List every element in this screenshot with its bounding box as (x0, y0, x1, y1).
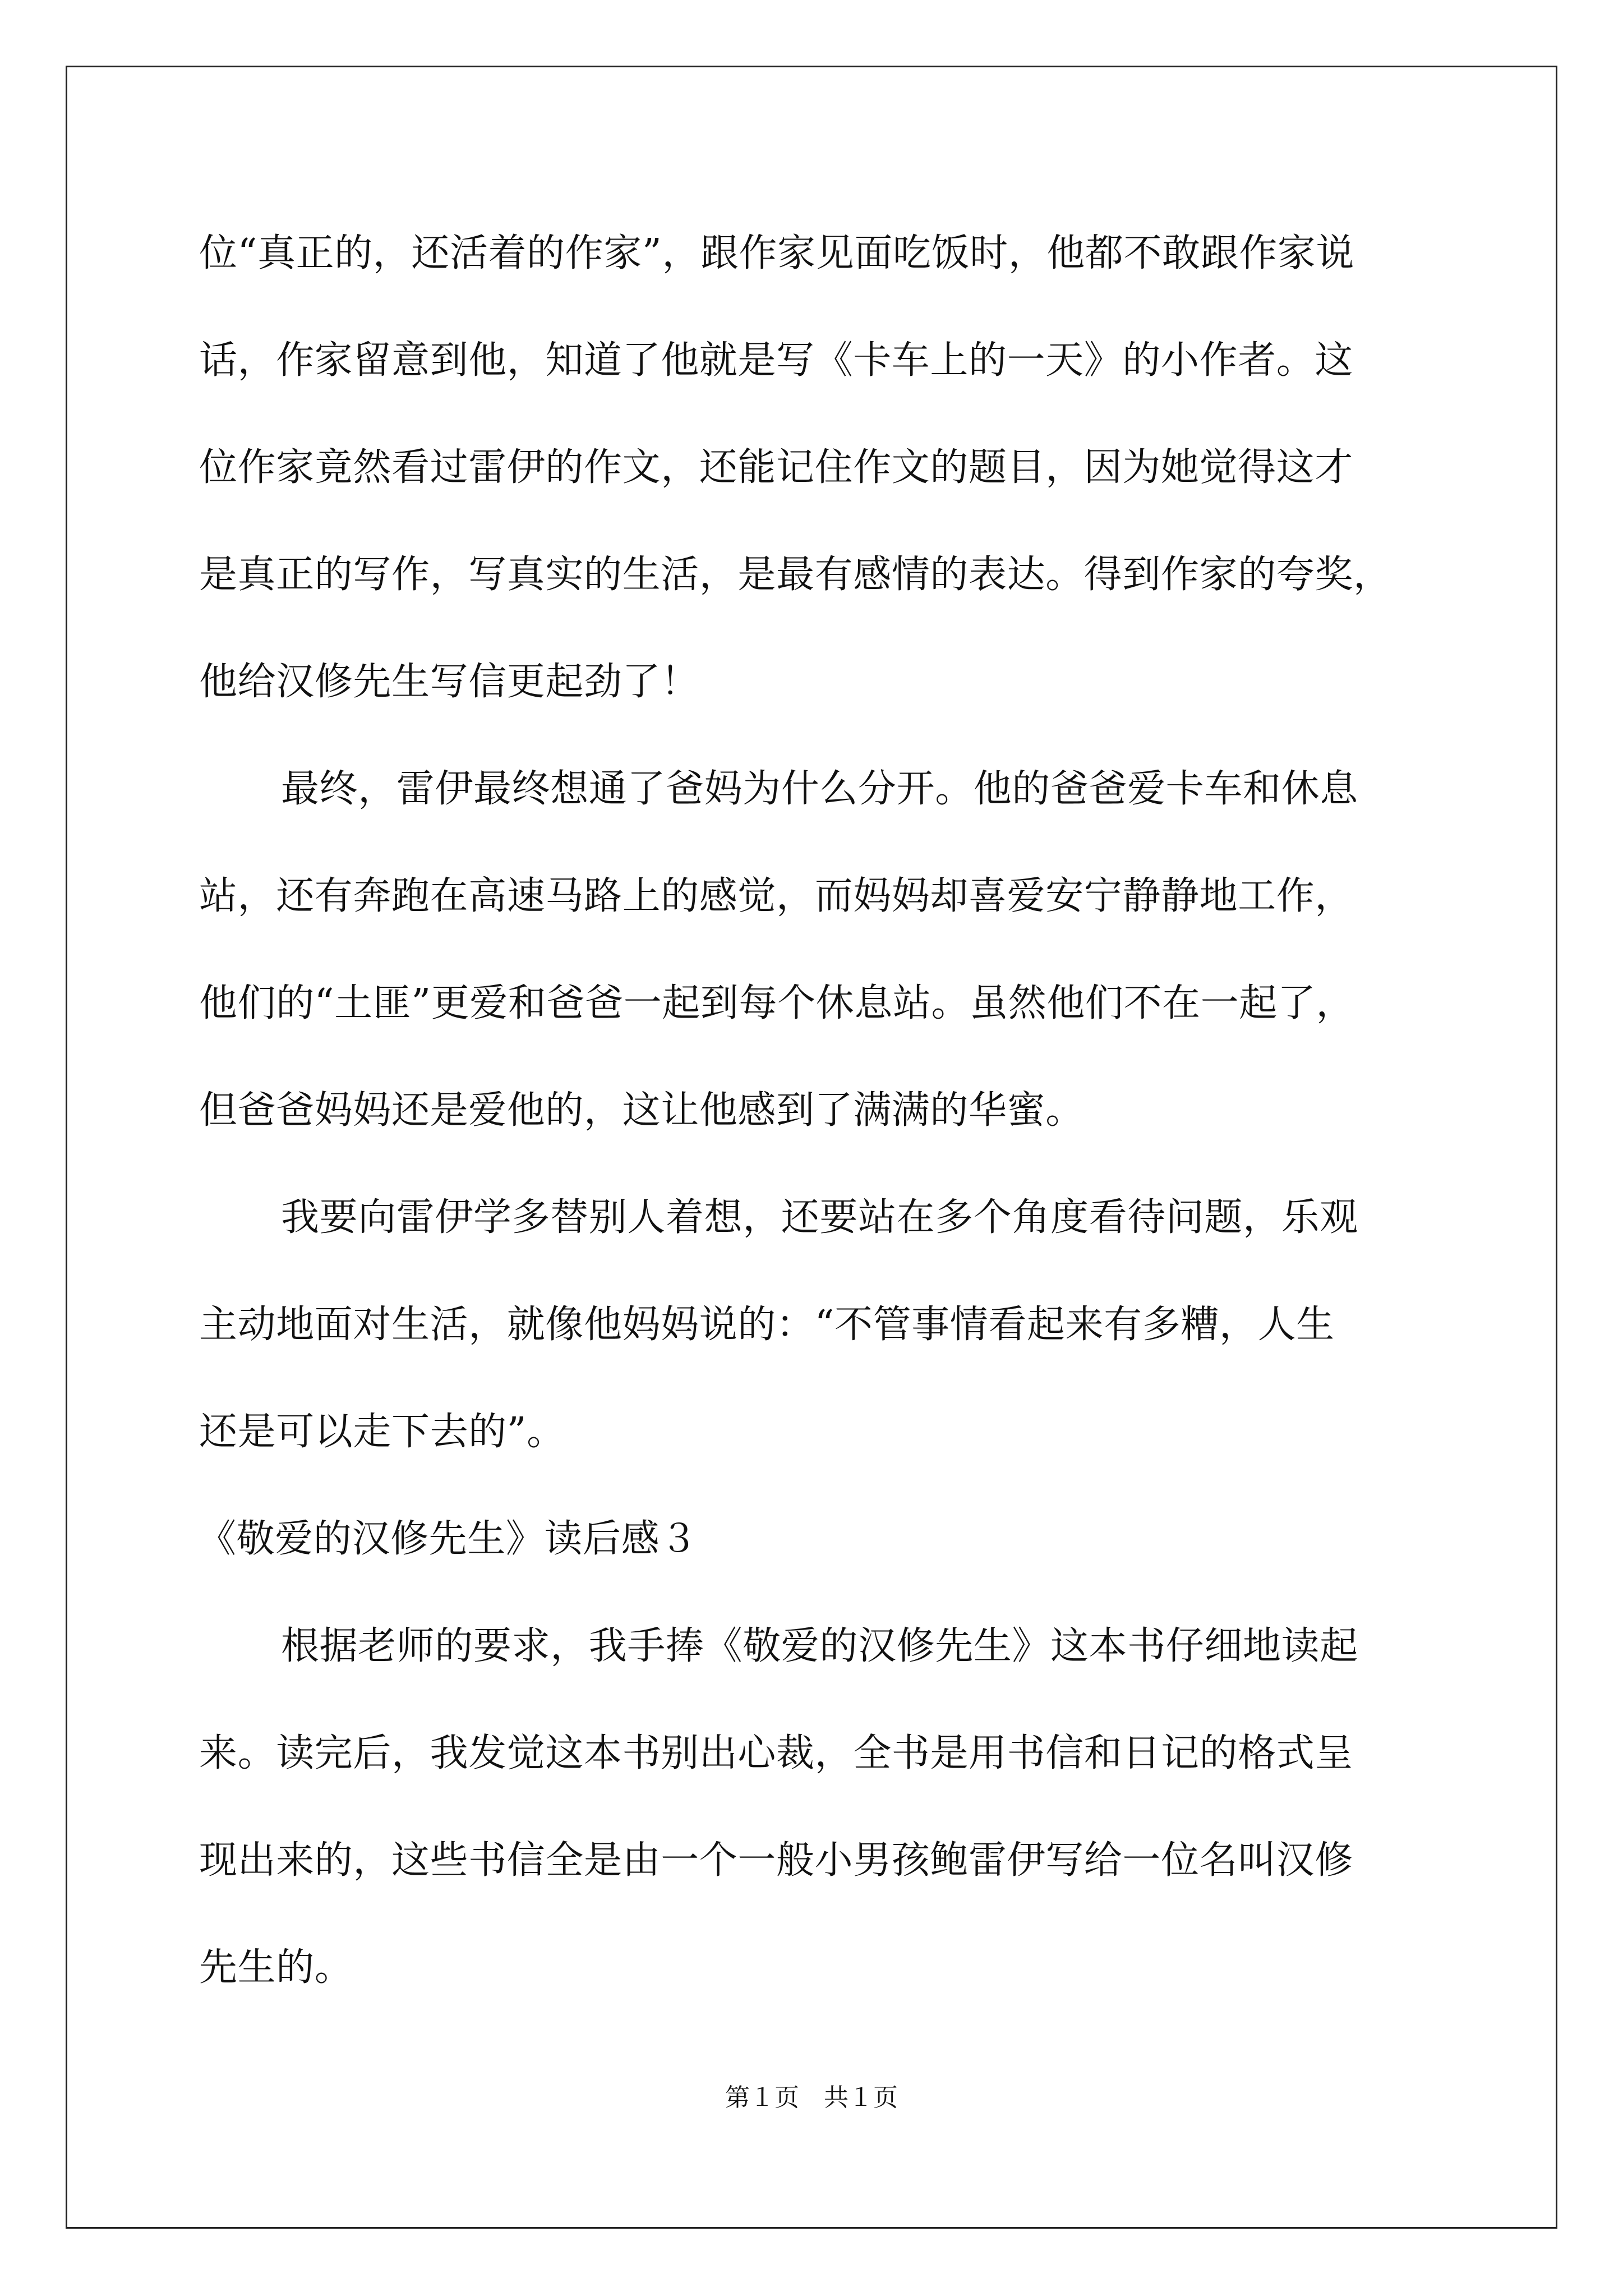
document-body (199, 219, 1430, 2040)
text-line: 站，还有奔跑在高速马路上的感觉，而妈妈却喜爱安宁静静地工作， (199, 874, 1354, 918)
page-footer: 第１页 共１页 (725, 2083, 898, 2112)
section-heading: 《敬爱的汉修先生》读后感３ (198, 1517, 698, 1561)
text-line: 是真正的写作，写真实的生活，是最有感情的表达。得到作家的夸奖， (199, 553, 1392, 597)
text-line: 但爸爸妈妈还是爱他的，这让他感到了满满的华蜜。 (199, 1088, 1084, 1133)
text-line: 位“真正的，还活着的作家”，跟作家见面吃饭时，他都不敢跟作家说 (199, 231, 1355, 275)
paragraph-first-line: 根据老师的要求，我手捧《敬爱的汉修先生》这本书仔细地读起 (281, 1624, 1358, 1668)
text-line: 话，作家留意到他，知道了他就是写《卡车上的一天》的小作者。这 (199, 338, 1354, 383)
text-line: 还是可以走下去的”。 (199, 1410, 565, 1454)
text-line: 先生的。 (199, 1945, 353, 1990)
text-line: 位作家竟然看过雷伊的作文，还能记住作文的题目，因为她觉得这才 (199, 445, 1354, 490)
text-line: 来。读完后，我发觉这本书别出心裁，全书是用书信和日记的格式呈 (199, 1731, 1354, 1775)
paragraph-first-line: 最终，雷伊最终想通了爸妈为什么分开。他的爸爸爱卡车和休息 (281, 767, 1358, 811)
text-line: 现出来的，这些书信全是由一个一般小男孩鲍雷伊写给一位名叫汉修 (199, 1838, 1354, 1883)
text-line: 他给汉修先生写信更起劲了！ (199, 660, 699, 704)
text-line: 主动地面对生活，就像他妈妈说的：“不管事情看起来有多糟，人生 (199, 1303, 1335, 1347)
paragraph-first-line: 我要向雷伊学多替别人着想，还要站在多个角度看待问题，乐观 (281, 1195, 1358, 1240)
text-line: 他们的“土匪”更爱和爸爸一起到每个休息站。虽然他们不在一起了， (199, 981, 1355, 1025)
